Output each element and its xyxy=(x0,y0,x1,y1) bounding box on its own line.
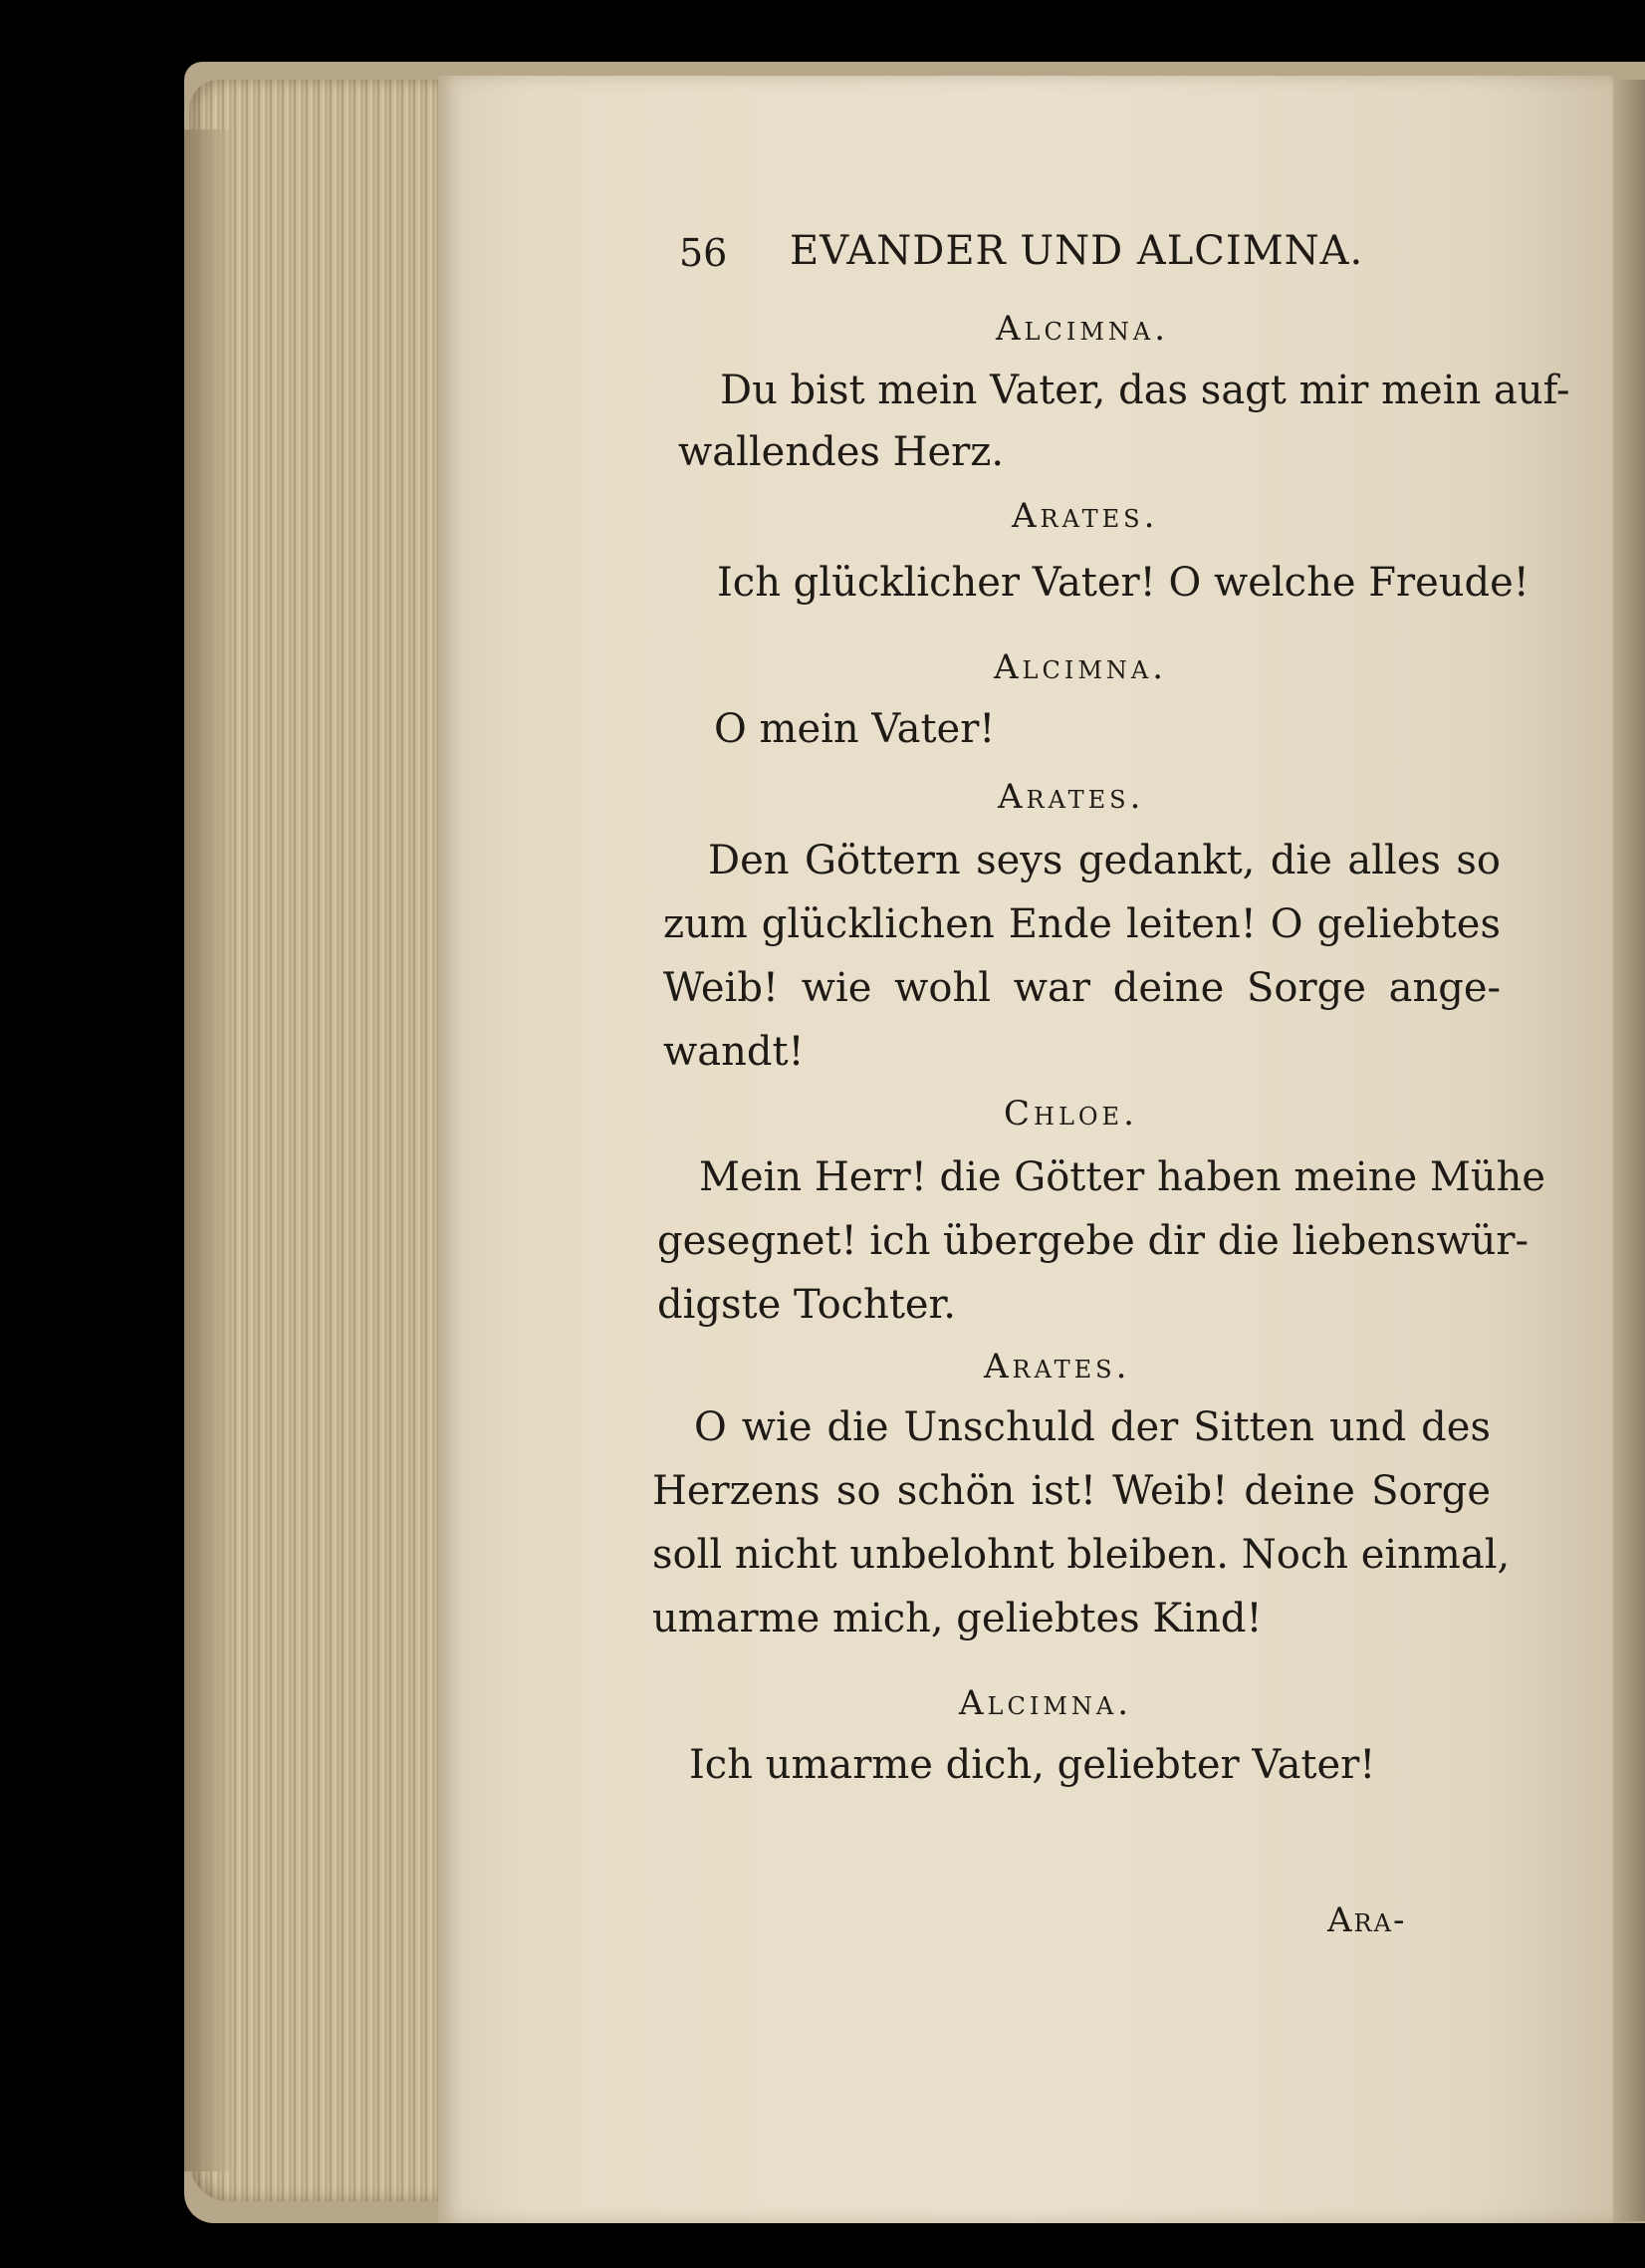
dialogue-line: soll nicht unbelohnt bleiben. Noch einmal, xyxy=(652,1532,1511,1578)
dialogue-line: wandt! xyxy=(663,1029,805,1075)
binding-shadow xyxy=(184,129,234,2171)
dialogue-line: Ich umarme dich, geliebter Vater! xyxy=(689,1742,1376,1788)
dialogue-line: umarme mich, geliebtes Kind! xyxy=(652,1596,1263,1641)
dialogue-line: Mein Herr! die Götter haben meine Mühe xyxy=(699,1154,1546,1200)
dialogue-line: digste Tochter. xyxy=(657,1282,956,1328)
speaker-name: Arates. xyxy=(998,777,1145,817)
dialogue-line: Den Göttern seys gedankt, die alles so xyxy=(708,838,1501,883)
dialogue-line: Weib! wie wohl war deine Sorge ange- xyxy=(663,965,1501,1011)
dialogue-line: O wie die Unschuld der Sitten und des xyxy=(694,1404,1491,1450)
dialogue-line: Ich glücklicher Vater! O welche Freude! xyxy=(717,560,1529,606)
page-number: 56 xyxy=(679,231,728,275)
speaker-name: Alcimna. xyxy=(959,1683,1133,1723)
dialogue-line: zum glücklichen Ende leiten! O geliebtes xyxy=(663,901,1501,947)
speaker-name: Alcimna. xyxy=(996,309,1170,349)
speaker-name: Alcimna. xyxy=(994,647,1168,687)
catchword: Ara- xyxy=(1327,1900,1407,1940)
dialogue-line: gesegnet! ich übergebe dir die liebenswür- xyxy=(657,1218,1528,1264)
speaker-name: Arates. xyxy=(1012,496,1159,536)
dialogue-line: O mein Vater! xyxy=(714,706,996,752)
dialogue-line: wallendes Herz. xyxy=(678,429,1005,475)
speaker-name: Chloe. xyxy=(1004,1094,1138,1134)
dialogue-line: Du bist mein Vater, das sagt mir mein auf- xyxy=(720,368,1570,413)
speaker-name: Arates. xyxy=(984,1347,1131,1386)
running-title: EVANDER UND ALCIMNA. xyxy=(790,228,1364,274)
dialogue-line: Herzens so schön ist! Weib! deine Sorge xyxy=(652,1468,1491,1514)
gutter-shadow xyxy=(1613,80,1645,2221)
